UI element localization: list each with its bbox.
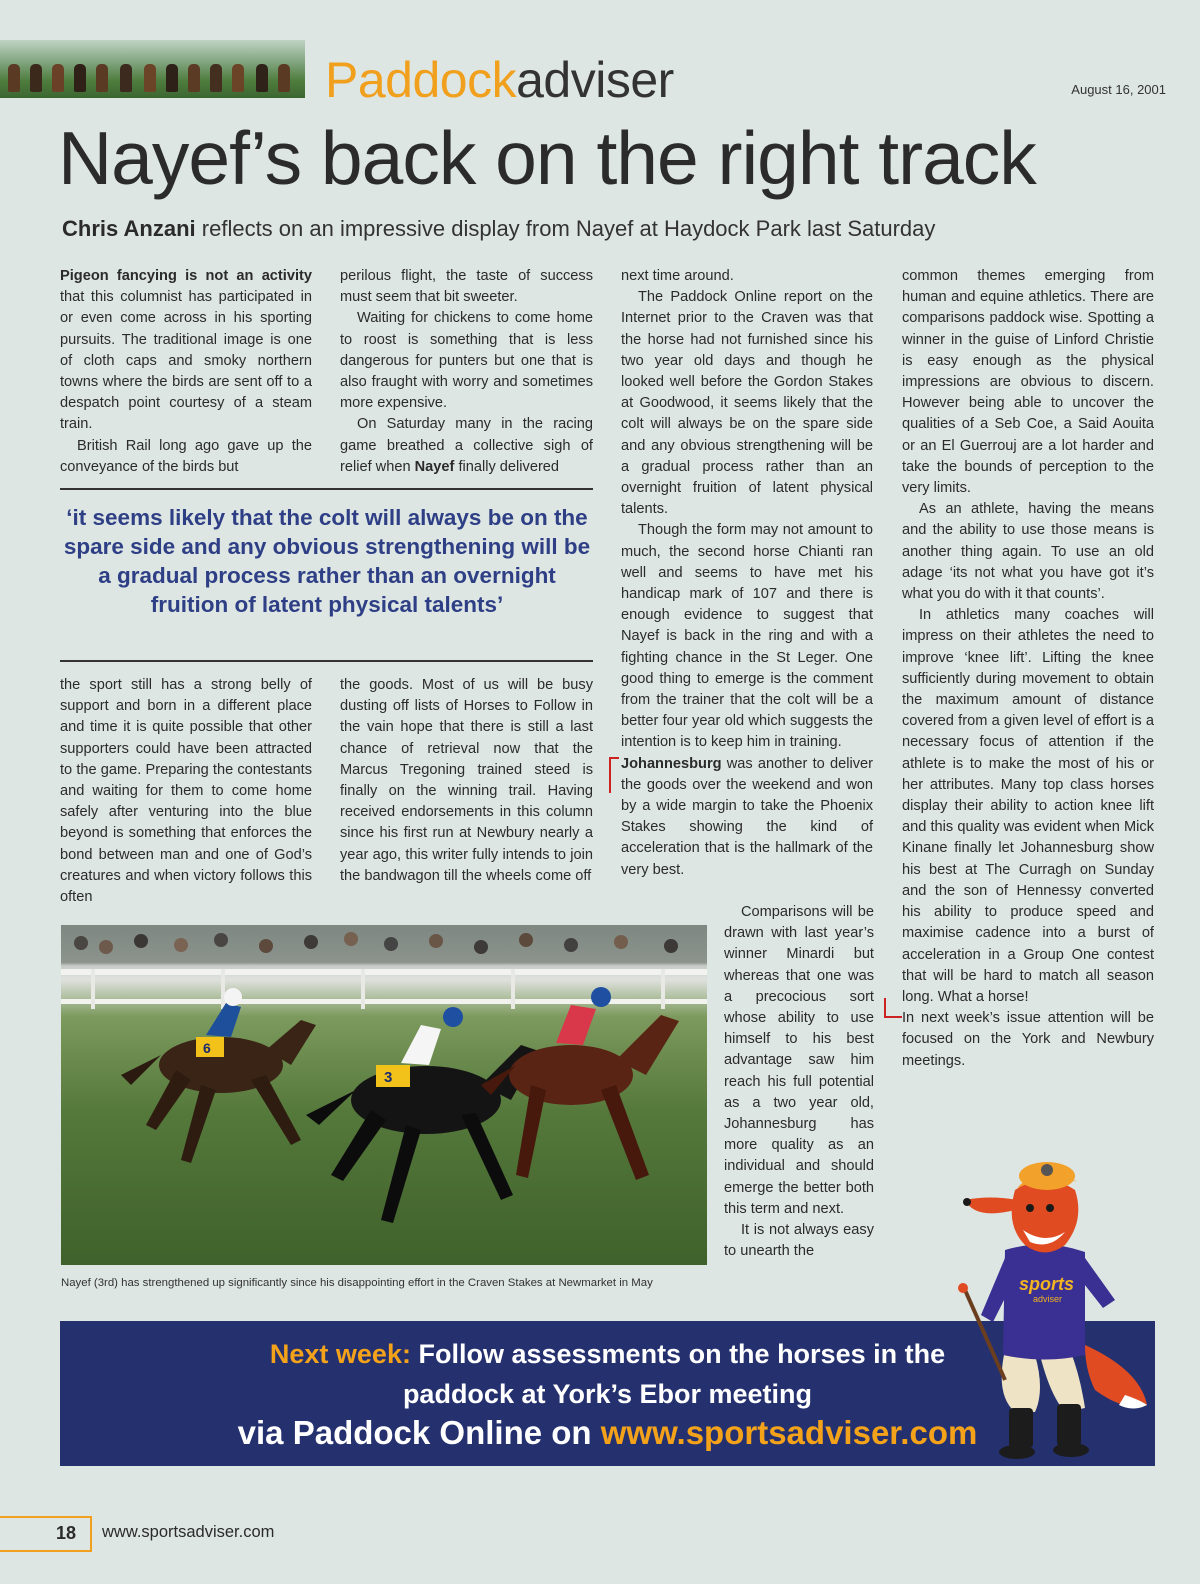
- article-column-3-narrow: [724, 902, 874, 1262]
- footer-website-link[interactable]: www.sportsadviser.com: [102, 1523, 275, 1541]
- running-rail: [61, 969, 707, 1009]
- crowd: [74, 932, 678, 954]
- paragraph: Comparisons will be drawn with last year’s winner Minardi but whereas that one was a precocious sort whose ability to use himself to his best advantage saw him reach his full potential as a two year old, Johannesburg has more quality as an individual and should emerge the better both this term and next.: [724, 904, 874, 1217]
- banner-line-3: via Paddock Online on www.sportsadviser.com: [237, 1414, 978, 1451]
- handwritten-bracket-mark: [884, 998, 902, 1018]
- race-photo-illustration: [61, 925, 707, 1265]
- paragraph: As an athlete, having the means and the ability to use those means is another thing again. To use an old adage ‘its not what you have got it’s what you do with it that counts’.: [902, 501, 1154, 603]
- lead-in: Pigeon fancying is not an activity: [60, 268, 312, 284]
- author-name: Chris Anzani: [62, 216, 196, 241]
- pull-quote: ‘it seems likely that the colt will always be on the spare side and any obvious strengthening will be a gradual process rather than an overnight fruition of latent physical talents’: [63, 505, 591, 617]
- horse-name: Nayef: [414, 458, 455, 475]
- paragraph: common themes emerging from human and equine athletics. There are comparisons paddock wise. Spotting a winner in the guise of Linford Christie is easy enough as the physical impressions are obvious to discern. However being able to uncover the qualities of a Seb Coe, a Said Aouita or an El Guerrouj are a lot harder and take the bounds of perception to the very limits.: [902, 268, 1154, 497]
- header-racing-photo-strip: [0, 40, 305, 98]
- brand-logo: [325, 52, 674, 108]
- saddle-number-6: 6: [203, 1040, 211, 1056]
- banner-next-week-label: Next week:: [269, 1339, 411, 1369]
- paragraph: next time around.: [621, 268, 734, 284]
- article-column-4: [902, 266, 1154, 1072]
- mascot-shirt-logo: sports: [1019, 1274, 1075, 1294]
- issue-date: August 16, 2001: [1071, 82, 1166, 97]
- paragraph: perilous flight, the taste of success must seem that bit sweeter.: [340, 268, 593, 306]
- paragraph: On Saturday many in the racing game breathed a collective sigh of relief when Nayef finally delivered: [340, 416, 593, 475]
- paragraph: In next week’s issue attention will be focused on the York and Newbury meetings.: [902, 1008, 1154, 1072]
- fox-mascot-illustration: [935, 1150, 1165, 1465]
- article-column-3: [621, 266, 873, 881]
- paragraph: the sport still has a strong belly of support and born in a different place and time it is quite possible that other supporters could have been attracted to the game. Preparing the contestants and waiting for them to come home safely after venturing into the blue beyond is something that enforces the bond between man and one of God’s creatures and when victory follows this often: [60, 677, 312, 906]
- mascot-shirt-logo-sub: adviser: [1033, 1294, 1063, 1304]
- banner-line-2: paddock at York’s Ebor meeting: [402, 1379, 813, 1409]
- race-photo: [61, 925, 707, 1265]
- paragraph: Pigeon fancying is not an activity that this columnist has participated in or even come across in his sporting pursuits. The traditional image is one of cloth caps and smoky northern towns where the birds are sent off to a despatch point courtesy of a steam train.: [60, 268, 312, 433]
- racehorse-6: [121, 988, 316, 1163]
- saddle-number-3: 3: [384, 1069, 393, 1086]
- standfirst-text: reflects on an impressive display from Nayef at Haydock Park last Saturday: [195, 216, 936, 241]
- paragraph: the goods. Most of us will be busy dusting off lists of Horses to Follow in the vain hope that there is still a last chance of retrieval now that the Marcus Tregoning trained steed is finally on the winning trail. Having received endorsements in this column since his first run at Newbury nearly a year ago, this writer fully intends to join the bandwagon till the wheels come off: [340, 677, 593, 884]
- paragraph: Waiting for chickens to come home to roost is something that is less dangerous for punters but one that is also fraught with worry and sometimes more expensive.: [340, 310, 593, 412]
- banner-website-link[interactable]: www.sportsadviser.com: [600, 1414, 978, 1451]
- standfirst: [62, 214, 1162, 244]
- fox-jockey-mascot: [935, 1150, 1165, 1465]
- article-column-2-bottom: [340, 675, 593, 887]
- handwritten-bracket-mark: [609, 757, 619, 793]
- brand-part-adviser: adviser: [516, 52, 674, 108]
- article-column-2-top: [340, 266, 593, 478]
- paragraph: Though the form may not amount to much, the second horse Chianti ran well and seems to have met his handicap mark of 107 and there is enough evidence to suggest that Nayef is back in the ring and with a fighting chance in the St Leger. One good thing to emerge is the comment from the trainer that the colt will be a better four year old which suggests the intention is to keep him in training.: [621, 522, 873, 751]
- racehorse-3: [306, 1007, 539, 1223]
- paragraph: British Rail long ago gave up the conveyance of the birds but: [60, 437, 312, 475]
- article-column-1-bottom: [60, 675, 312, 908]
- page-number: 18: [55, 1523, 76, 1543]
- horse-name: Johannesburg: [621, 755, 722, 772]
- banner-line-1: Next week: Follow assessments on the horses in the: [269, 1339, 946, 1369]
- brand-part-paddock: Paddock: [325, 52, 517, 108]
- article-column-1-top: [60, 266, 312, 478]
- paragraph: Johannesburg was another to deliver the goods over the weekend and won by a wide margin to take the Phoenix Stakes showing the kind of acceleration that is the hallmark of the very best.: [621, 754, 873, 881]
- paragraph: The Paddock Online report on the Internet prior to the Craven was that the horse had not furnished since his two year old days and though he looked well before the Gordon Stakes at Goodwood, it seems likely that the colt will always be on the spare side and any obvious strengthening will be a gradual process rather than an overnight fruition of latent physical talents.: [621, 289, 873, 518]
- pullquote-rule-bottom: [60, 660, 593, 662]
- pullquote-rule-top: [60, 488, 593, 490]
- paragraph: It is not always easy to unearth the: [724, 1222, 874, 1260]
- page-title: Nayef’s back on the right track: [58, 116, 1036, 200]
- photo-caption: Nayef (3rd) has strengthened up significantly since his disappointing effort in the Craven Stakes at Newmarket in May: [61, 1277, 653, 1289]
- paragraph: In athletics many coaches will impress on their athletes the need to improve ‘knee lift’. Lifting the knee sufficiently during movement to obtain the maximum amount of distance covered from a given level of effort is a necessary focus of attention if the athlete is to make the most of his or her attributes. Many top class horses display their ability to action knee lift and this quality was evident when Mick Kinane finally let Johannesburg show his best at The Curragh on Sunday and the son of Hennessy converted his ability to produce speed and maximise cadence into a burst of acceleration in a Group One contest that will be hard to match all season long. What a horse!: [902, 607, 1154, 1005]
